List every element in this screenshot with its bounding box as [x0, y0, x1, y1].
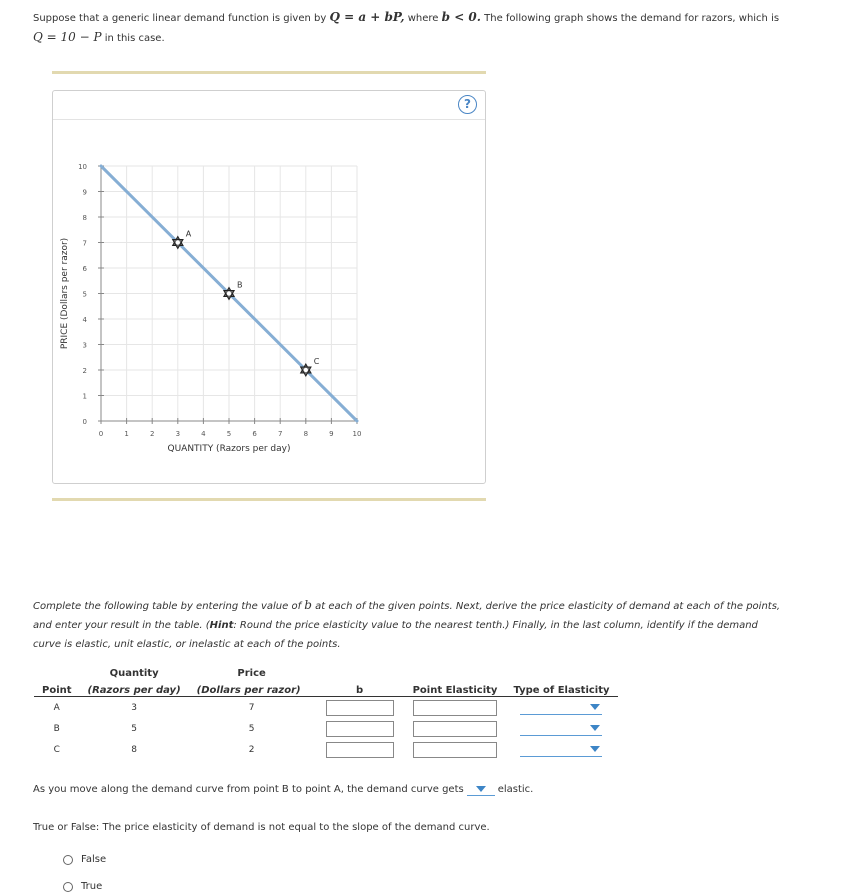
x-tick-label: 0	[98, 430, 104, 438]
point-c-marker	[301, 357, 320, 376]
type-dropdown-b[interactable]	[520, 721, 602, 736]
header-price-unit: (Dollars per razor)	[189, 679, 315, 697]
x-axis-label: QUANTITY (Razors per day)	[167, 444, 291, 454]
point-center	[227, 291, 231, 295]
y-tick-label: 7	[82, 239, 87, 248]
y-tick-label: 8	[82, 214, 87, 222]
x-tick-label: 5	[226, 430, 232, 438]
move-question: As you move along the demand curve from point B to point A, the demand curve gets elastic.	[33, 784, 534, 795]
point-label-b: B	[237, 280, 243, 290]
radio-false[interactable]: False	[63, 854, 106, 865]
divider-top	[52, 71, 486, 74]
header-price: Price	[237, 668, 266, 679]
x-tick-label: 1	[124, 430, 129, 438]
header-quantity-unit: (Razors per day)	[80, 679, 189, 697]
row-quantity: 8	[131, 744, 137, 755]
x-tick-label: 4	[201, 430, 206, 438]
y-tick-label: 6	[82, 265, 87, 273]
point-label-c: C	[313, 357, 320, 366]
true-false-question: True or False: The price elasticity of demand is not equal to the slope of the demand curve.	[33, 822, 490, 833]
row-quantity: 5	[131, 723, 137, 734]
b-input-c[interactable]	[326, 742, 394, 758]
radio-circle-icon[interactable]	[63, 882, 73, 892]
x-tick-label: 9	[329, 430, 334, 438]
row-quantity: 3	[131, 702, 137, 713]
elasticity-input-b[interactable]	[413, 721, 497, 737]
x-tick-label: 3	[175, 430, 181, 438]
point-center	[176, 240, 180, 244]
x-tick-label: 7	[277, 430, 283, 438]
dropdown-arrow-icon	[590, 746, 600, 752]
y-tick-label: 2	[82, 367, 87, 375]
dropdown-arrow-icon	[590, 725, 600, 731]
table-row	[34, 718, 618, 739]
row-price: 7	[248, 702, 255, 713]
table-row	[34, 697, 618, 719]
header-point: Point	[34, 679, 80, 697]
point-b-marker	[224, 281, 243, 300]
y-tick-label: 10	[78, 163, 87, 171]
intro-text: Suppose that a generic linear demand function is given by Q = a + bP, where b < 0. The following graph shows the demand for razors, which is Q = 10 − P in this case.	[33, 10, 780, 44]
eq-demand-general: Q = a + bP,	[329, 10, 405, 24]
b-input-b[interactable]	[326, 721, 394, 737]
type-dropdown-a[interactable]	[520, 700, 602, 715]
x-tick-label: 6	[252, 430, 257, 438]
row-price: 5	[248, 723, 255, 734]
header-type-elasticity: Type of Elasticity	[505, 679, 617, 697]
eq-b-negative: b < 0.	[441, 10, 481, 24]
type-dropdown-c[interactable]	[520, 742, 602, 757]
row-point: A	[53, 702, 60, 713]
y-tick-label: 0	[82, 418, 87, 426]
b-input-a[interactable]	[326, 700, 394, 716]
point-a-marker	[173, 230, 192, 249]
y-axis-label: PRICE (Dollars per razor)	[60, 237, 70, 350]
elasticity-input-a[interactable]	[413, 700, 497, 716]
row-price: 2	[248, 744, 255, 755]
elasticity-change-dropdown[interactable]	[467, 783, 495, 796]
dropdown-arrow-icon	[590, 704, 600, 710]
y-tick-label: 9	[82, 188, 87, 197]
eq-demand-specific: Q = 10 − P	[33, 30, 102, 44]
y-tick-label: 1	[82, 392, 87, 401]
header-quantity: Quantity	[109, 668, 159, 679]
x-tick-label: 10	[352, 430, 362, 438]
radio-true[interactable]: True	[63, 881, 102, 892]
instructions-text: Complete the following table by entering the value of b at each of the given points. Next, derive the price elasticity of demand at each of the points, and enter your result in the table. (Hint: Round the price elasticity value to the nearest tenth.) Finally, in the last column, identify if the demand curve is elastic, unit elastic, or inelastic at each of the points.	[33, 598, 781, 650]
row-point: B	[53, 723, 60, 734]
elasticity-table	[34, 662, 618, 760]
radio-circle-icon[interactable]	[63, 855, 73, 865]
header-point-elasticity: Point Elasticity	[405, 679, 506, 697]
y-tick-label: 4	[82, 316, 87, 324]
x-tick-label: 2	[149, 430, 155, 438]
header-b: b	[315, 679, 405, 697]
divider-bottom	[52, 498, 486, 501]
table-row	[34, 739, 618, 760]
help-button[interactable]: ?	[458, 95, 477, 114]
dropdown-arrow-icon	[476, 786, 486, 792]
point-label-a: A	[185, 229, 192, 239]
graph-panel	[52, 90, 486, 484]
point-center	[304, 368, 308, 372]
demand-chart	[53, 91, 485, 483]
elasticity-input-c[interactable]	[413, 742, 497, 758]
x-tick-label: 8	[303, 430, 309, 438]
y-tick-label: 5	[82, 290, 87, 299]
row-point: C	[53, 744, 60, 755]
y-tick-label: 3	[82, 341, 87, 350]
